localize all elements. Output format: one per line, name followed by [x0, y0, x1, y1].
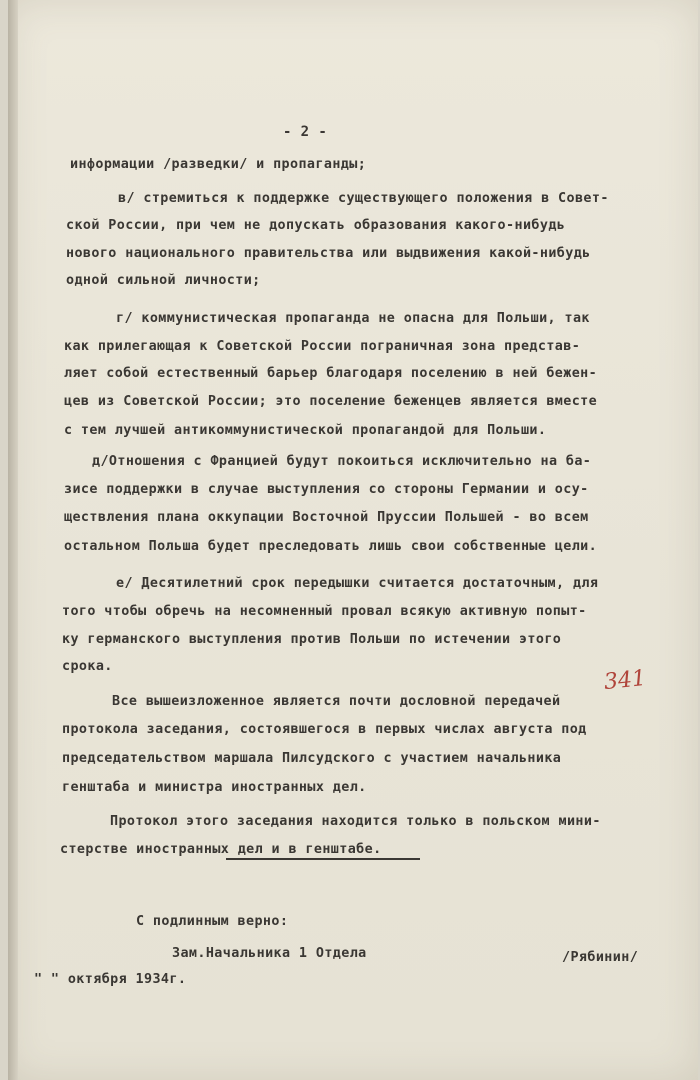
text-line: генштаба и министра иностранных дел. — [62, 780, 367, 795]
text-line: как прилегающая к Советской России пограничная зона представ- — [64, 339, 581, 354]
text-line: ществления плана оккупации Восточной Пруссии Польшей - во всем — [64, 510, 589, 525]
signer-position: Зам.Начальника 1 Отдела — [172, 946, 367, 961]
text-line: ку германского выступления против Польши по истечении этого — [62, 632, 562, 647]
text-line: срока. — [62, 659, 113, 674]
page-number: - 2 - — [283, 124, 328, 140]
text-line: Все вышеизложенное является почти дословной передачей — [112, 694, 561, 709]
text-line: нового национального правительства или выдвижения какой-нибудь — [66, 246, 591, 261]
text-line: протокола заседания, состоявшегося в первых числах августа под — [62, 722, 587, 737]
page-edge — [8, 0, 18, 1080]
text-line: Протокол этого заседания находится только в польском мини- — [110, 814, 601, 829]
text-line: стерстве иностранных дел и в генштабе. — [60, 842, 382, 857]
text-line: в/ стремиться к поддержке существующего положения в Совет- — [118, 191, 609, 206]
document-page — [8, 0, 698, 1080]
signer-name: /Рябинин/ — [562, 950, 639, 965]
text-line: того чтобы обречь на несомненный провал всякую активную попыт- — [62, 604, 587, 619]
document-date: " " октября 1934г. — [34, 972, 187, 987]
text-line: ской России, при чем не допускать образования какого-нибудь — [66, 218, 566, 233]
text-line: с тем лучшей антикоммунистической пропагандой для Польши. — [64, 423, 547, 438]
text-line: цев из Советской России; это поселение беженцев является вместе — [64, 394, 598, 409]
archive-number: 341 — [602, 665, 648, 696]
text-line: одной сильной личности; — [66, 273, 261, 288]
underline — [226, 858, 420, 860]
text-line: остальном Польша будет преследовать лишь свои собственные цели. — [64, 539, 598, 554]
text-line: ляет собой естественный барьер благодаря поселению в ней бежен- — [64, 366, 598, 381]
certification-text: С подлинным верно: — [136, 914, 289, 929]
text-line: председательством маршала Пилсудского с участием начальника — [62, 751, 562, 766]
text-line: д/Отношения с Францией будут покоиться исключительно на ба- — [92, 454, 592, 469]
text-line: е/ Десятилетний срок передышки считается достаточным, для — [116, 576, 599, 591]
text-line: зисе поддержки в случае выступления со стороны Германии и осу- — [64, 482, 589, 497]
text-line: информации /разведки/ и пропаганды; — [70, 157, 367, 172]
text-line: г/ коммунистическая пропаганда не опасна для Польши, так — [116, 311, 590, 326]
